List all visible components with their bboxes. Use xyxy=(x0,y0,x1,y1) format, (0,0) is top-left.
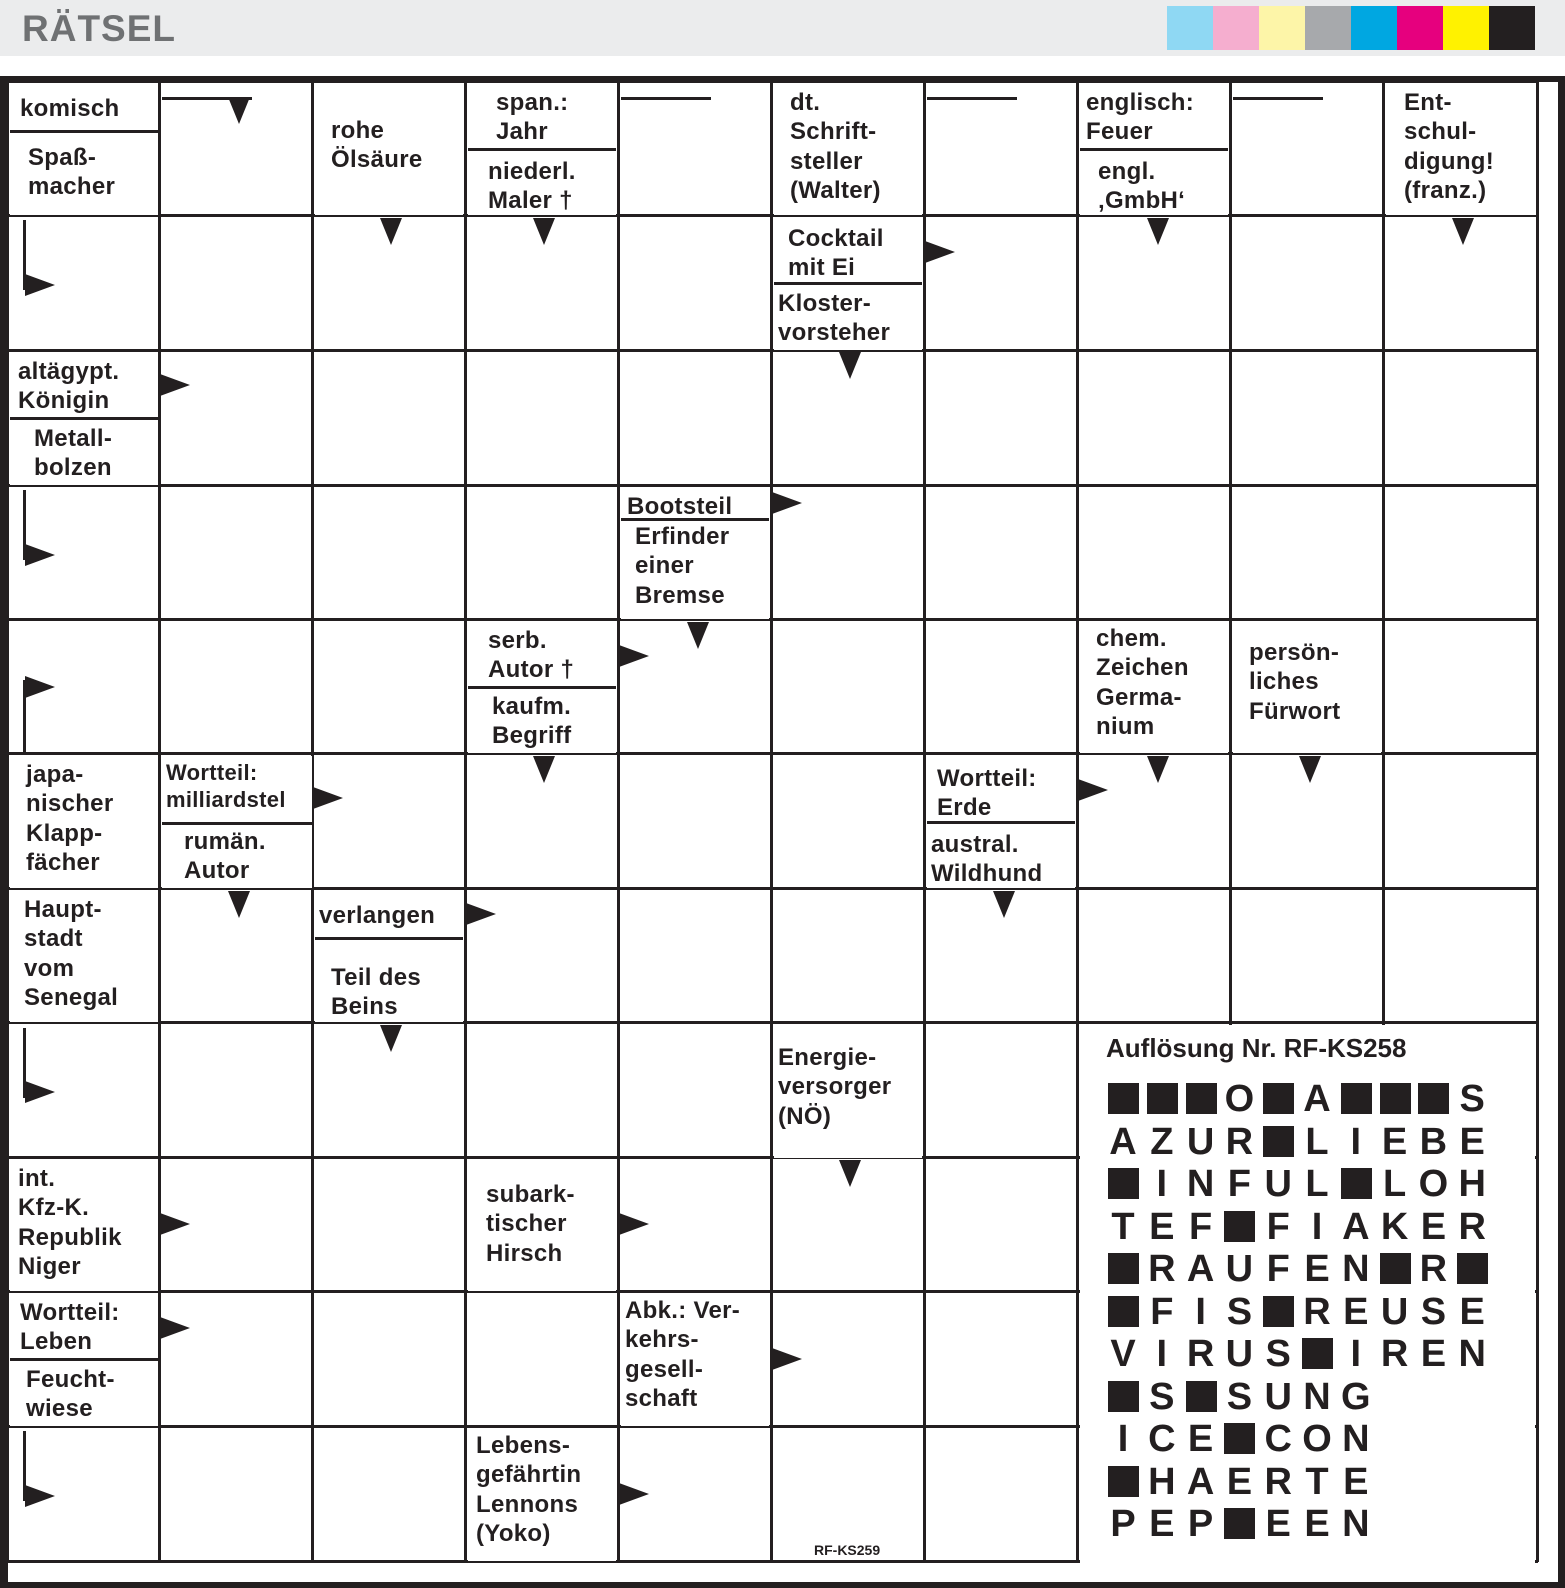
clue-divider xyxy=(1080,148,1228,151)
solution-panel xyxy=(1080,1025,1535,1565)
solution-letter: O xyxy=(1418,1163,1449,1205)
solution-letter: F xyxy=(1150,1290,1174,1333)
solution-letter: S xyxy=(1265,1333,1291,1375)
clue-klostervorsteher: Kloster- vorsteher xyxy=(774,283,922,350)
solution-letter: U xyxy=(1225,1333,1254,1375)
clue-englisch-feuer: englisch: Feuer xyxy=(1080,84,1228,148)
solution-letter: E xyxy=(1265,1503,1291,1545)
color-swatch xyxy=(1397,6,1443,50)
solution-letter: A xyxy=(1303,1078,1331,1120)
clue-rohe-oelsaeure: rohe Ölsäure xyxy=(315,84,463,215)
solution-letter: U xyxy=(1186,1120,1215,1163)
answer-cell[interactable] xyxy=(927,353,1076,484)
clue-subarktischer-hirsch: subark- tischer Hirsch xyxy=(468,1160,616,1291)
arrow-down-icon xyxy=(228,891,250,918)
clue-niederl-maler: niederl. Maler † xyxy=(468,149,616,215)
clue-wortteil-milliardstel: Wortteil: milliardstel xyxy=(162,756,312,822)
solution-letter: S xyxy=(1226,1290,1253,1333)
pointer-stem xyxy=(1233,97,1323,100)
grid-line xyxy=(464,82,467,1562)
answer-cell[interactable] xyxy=(927,218,1076,349)
answer-cell[interactable] xyxy=(1233,891,1382,1021)
solution-letter: C xyxy=(1264,1418,1292,1460)
answer-cell[interactable] xyxy=(927,84,1076,214)
answer-cell[interactable] xyxy=(1233,218,1382,349)
solution-letter: I xyxy=(1350,1120,1362,1163)
arrow-down-icon xyxy=(380,1025,402,1052)
solution-letter: I xyxy=(1195,1290,1206,1333)
arrow-down-icon xyxy=(687,622,709,649)
answer-cell[interactable] xyxy=(1386,622,1536,752)
clue-komisch: komisch xyxy=(10,84,158,130)
answer-cell[interactable] xyxy=(162,1429,311,1560)
solution-letter: L xyxy=(1382,1163,1407,1205)
solution-letter: E xyxy=(1343,1460,1369,1503)
grid-line xyxy=(1536,82,1539,1562)
answer-cell[interactable] xyxy=(927,622,1076,752)
solution-letter: E xyxy=(1381,1120,1408,1163)
solution-black-square xyxy=(1337,1081,1375,1117)
solution-letter: N xyxy=(1342,1503,1370,1545)
arrow-right-icon xyxy=(25,676,55,698)
solution-letter: E xyxy=(1226,1460,1253,1503)
solution-black-square xyxy=(1104,1251,1142,1287)
clue-serb-autor: serb. Autor † xyxy=(468,622,616,685)
answer-cell[interactable] xyxy=(774,622,923,752)
solution-letter: R xyxy=(1303,1290,1331,1333)
arrow-down-icon xyxy=(1452,218,1474,245)
grid-line xyxy=(8,349,1538,352)
answer-cell[interactable] xyxy=(162,622,311,752)
arrow-right-icon xyxy=(619,1213,649,1235)
solution-letter: F xyxy=(1227,1163,1251,1205)
solution-letter: E xyxy=(1149,1205,1175,1248)
answer-cell[interactable] xyxy=(621,218,770,349)
solution-letter: C xyxy=(1148,1418,1176,1460)
arrow-right-icon xyxy=(313,787,343,809)
solution-letter: A xyxy=(1109,1120,1137,1163)
arrow-down-icon xyxy=(1147,756,1169,783)
solution-black-square xyxy=(1104,1166,1142,1202)
grid-line xyxy=(8,80,1538,83)
solution-black-square xyxy=(1453,1251,1491,1287)
solution-black-square xyxy=(1143,1081,1181,1117)
solution-black-square xyxy=(1220,1506,1258,1542)
clue-dt-schriftsteller: dt. Schrift- steller (Walter) xyxy=(774,84,922,215)
arrow-right-icon xyxy=(25,544,55,566)
solution-letter: H xyxy=(1148,1460,1176,1503)
solution-letter: B xyxy=(1419,1120,1448,1163)
clue-wortteil-erde: Wortteil: Erde xyxy=(927,756,1075,821)
arrow-down-icon xyxy=(839,352,861,379)
color-swatch xyxy=(1213,6,1259,50)
solution-letter: T xyxy=(1305,1460,1329,1503)
solution-black-square xyxy=(1182,1379,1220,1415)
answer-cell[interactable] xyxy=(621,84,770,214)
answer-cell[interactable] xyxy=(621,353,770,484)
solution-letter: I xyxy=(1311,1205,1323,1248)
answer-cell[interactable] xyxy=(927,1429,1076,1560)
solution-letter: E xyxy=(1420,1205,1447,1248)
clue-divider xyxy=(10,130,158,133)
arrow-right-icon xyxy=(619,645,649,667)
answer-cell[interactable] xyxy=(1080,353,1229,484)
grid-line xyxy=(8,214,1538,217)
answer-cell[interactable] xyxy=(1233,353,1382,484)
solution-letter: L xyxy=(1305,1163,1329,1205)
arrow-down-icon xyxy=(533,218,555,245)
clue-altaegypt-koenigin: altägypt. Königin xyxy=(10,353,158,416)
answer-cell[interactable] xyxy=(1386,488,1536,618)
arrow-down-icon xyxy=(993,891,1015,918)
answer-cell[interactable] xyxy=(1386,353,1536,484)
clue-energieversorger-noe: Energie- versorger (NÖ) xyxy=(774,1025,922,1158)
solution-letter: F xyxy=(1266,1248,1290,1290)
solution-letter: T xyxy=(1111,1205,1135,1248)
answer-cell[interactable] xyxy=(315,488,464,618)
answer-cell[interactable] xyxy=(1233,84,1382,214)
answer-cell[interactable] xyxy=(315,622,464,752)
solution-letter: E xyxy=(1304,1503,1330,1545)
solution-black-square xyxy=(1376,1081,1414,1117)
answer-cell[interactable] xyxy=(315,353,464,484)
clue-cocktail-mit-ei: Cocktail mit Ei xyxy=(774,218,922,282)
solution-black-square xyxy=(1182,1081,1220,1117)
clue-kfz-niger: int. Kfz-K. Republik Niger xyxy=(10,1160,158,1291)
solution-letter: A xyxy=(1186,1248,1215,1290)
solution-letter: A xyxy=(1342,1205,1370,1248)
solution-letter: I xyxy=(1117,1418,1129,1460)
pointer-stem xyxy=(927,97,1017,100)
answer-cell[interactable] xyxy=(621,891,770,1021)
grid-line xyxy=(617,82,620,1562)
color-swatch xyxy=(1167,6,1213,50)
solution-title: Auflösung Nr. RF-KS258 xyxy=(1106,1033,1407,1063)
solution-letter: U xyxy=(1264,1375,1292,1418)
grid-line xyxy=(1076,82,1079,1562)
answer-cell[interactable] xyxy=(774,756,923,887)
answer-cell[interactable] xyxy=(468,1294,617,1425)
solution-black-square xyxy=(1104,1081,1142,1117)
solution-letter: E xyxy=(1459,1290,1485,1333)
solution-letter: F xyxy=(1188,1205,1213,1248)
clue-divider xyxy=(315,937,463,940)
clue-chem-zeichen-germanium: chem. Zeichen Germa- nium xyxy=(1080,622,1228,753)
page-title: RÄTSEL xyxy=(22,8,176,49)
solution-letter: O xyxy=(1224,1078,1255,1120)
grid-line xyxy=(770,82,773,1562)
grid-line xyxy=(8,1021,1538,1024)
answer-cell[interactable] xyxy=(468,353,617,484)
puzzle-code: RF-KS259 xyxy=(814,1542,881,1558)
solution-letter: U xyxy=(1380,1290,1409,1333)
clue-engl-gmbh: engl. ‚GmbH‘ xyxy=(1080,149,1228,215)
solution-letter: R xyxy=(1419,1248,1448,1290)
answer-cell[interactable] xyxy=(927,1160,1076,1290)
solution-black-square xyxy=(1220,1209,1258,1245)
arrow-right-icon xyxy=(25,1485,55,1507)
color-swatch xyxy=(1489,6,1535,50)
color-swatch xyxy=(1305,6,1351,50)
answer-cell[interactable] xyxy=(927,1294,1076,1425)
clue-rumaen-autor: rumän. Autor xyxy=(162,823,312,888)
grid-line xyxy=(8,484,1538,487)
answer-cell[interactable] xyxy=(1080,488,1229,618)
answer-cell[interactable] xyxy=(774,1429,923,1560)
answer-cell[interactable] xyxy=(1233,488,1382,618)
pointer-stem xyxy=(621,97,711,100)
solution-letter: L xyxy=(1305,1120,1329,1163)
color-swatch xyxy=(1443,6,1489,50)
clue-divider xyxy=(927,821,1075,824)
solution-letter: E xyxy=(1420,1333,1447,1375)
color-swatch xyxy=(1351,6,1397,50)
solution-letter: S xyxy=(1420,1290,1447,1333)
solution-letter: U xyxy=(1225,1248,1254,1290)
solution-letter: R xyxy=(1148,1248,1176,1290)
answer-cell[interactable] xyxy=(621,1025,770,1156)
solution-letter: P xyxy=(1110,1503,1136,1545)
arrow-right-icon xyxy=(925,241,955,263)
arrow-right-icon xyxy=(160,374,190,396)
arrow-right-icon xyxy=(1078,779,1108,801)
clue-wortteil-leben: Wortteil: Leben xyxy=(10,1294,158,1357)
clue-hauptstadt-senegal: Haupt- stadt vom Senegal xyxy=(10,891,158,1022)
solution-letter: N xyxy=(1458,1333,1486,1375)
answer-cell[interactable] xyxy=(1080,891,1229,1021)
clue-teil-des-beins: Teil des Beins xyxy=(315,939,463,1022)
solution-letter: R xyxy=(1186,1333,1215,1375)
grid-line xyxy=(923,82,926,1562)
clue-persoenliches-fuerwort: persön- liches Fürwort xyxy=(1233,622,1381,753)
solution-letter: E xyxy=(1459,1120,1485,1163)
solution-letter: E xyxy=(1304,1248,1330,1290)
grid-line xyxy=(6,82,9,1562)
answer-cell[interactable] xyxy=(927,488,1076,618)
arrow-right-icon xyxy=(25,274,55,296)
answer-cell[interactable] xyxy=(162,218,311,349)
arrow-right-icon xyxy=(160,1213,190,1235)
clue-metallbolzen: Metall- bolzen xyxy=(10,418,158,485)
solution-black-square xyxy=(1298,1336,1336,1372)
solution-black-square xyxy=(1414,1081,1452,1117)
clue-kaufm-begriff: kaufm. Begriff xyxy=(468,688,616,753)
solution-letter: N xyxy=(1186,1163,1215,1205)
solution-black-square xyxy=(1104,1379,1142,1415)
solution-letter: F xyxy=(1266,1205,1290,1248)
arrow-right-icon xyxy=(160,1317,190,1339)
solution-letter: R xyxy=(1225,1120,1254,1163)
arrow-right-icon xyxy=(466,903,496,925)
solution-letter: N xyxy=(1303,1375,1331,1418)
clue-lennon-gefaehrtin: Lebens- gefährtin Lennons (Yoko) xyxy=(468,1429,616,1561)
answer-cell[interactable] xyxy=(621,756,770,887)
arrow-down-icon xyxy=(839,1160,861,1187)
solution-black-square xyxy=(1259,1294,1297,1330)
arrow-right-icon xyxy=(25,1081,55,1103)
clue-spassmacher: Spaß- macher xyxy=(10,131,158,215)
solution-letter: N xyxy=(1342,1418,1370,1460)
solution-letter: K xyxy=(1380,1205,1409,1248)
clue-japanischer-klappfaecher: japa- nischer Klapp- fächer xyxy=(10,756,158,888)
arrow-down-icon xyxy=(533,756,555,783)
answer-cell[interactable] xyxy=(315,756,464,887)
clue-divider xyxy=(468,148,616,151)
clue-divider xyxy=(621,518,769,521)
answer-cell[interactable] xyxy=(315,1294,464,1425)
solution-letter: I xyxy=(1350,1333,1362,1375)
answer-cell[interactable] xyxy=(162,1025,311,1156)
solution-letter: S xyxy=(1149,1375,1175,1418)
solution-letter: H xyxy=(1458,1163,1486,1205)
answer-cell[interactable] xyxy=(774,891,923,1021)
arrow-down-icon xyxy=(380,218,402,245)
solution-letter: U xyxy=(1264,1163,1292,1205)
answer-cell[interactable] xyxy=(162,1294,311,1425)
grid-line xyxy=(8,618,1538,621)
solution-letter: Z xyxy=(1150,1120,1174,1163)
clue-divider xyxy=(10,1358,158,1361)
grid-line xyxy=(158,82,161,1562)
answer-cell[interactable] xyxy=(1386,756,1536,887)
solution-black-square xyxy=(1376,1251,1414,1287)
solution-letter: S xyxy=(1459,1078,1485,1120)
solution-black-square xyxy=(1104,1464,1142,1500)
clue-divider xyxy=(468,686,616,689)
solution-letter: E xyxy=(1187,1418,1214,1460)
clue-verkehrsgesellschaft: Abk.: Ver- kehrs- gesell- schaft xyxy=(621,1294,769,1426)
clue-span-jahr: span.: Jahr xyxy=(468,84,616,148)
solution-black-square xyxy=(1259,1124,1297,1160)
answer-cell[interactable] xyxy=(468,1025,617,1156)
solution-letter: R xyxy=(1264,1460,1292,1503)
clue-austral-wildhund: austral. Wildhund xyxy=(927,822,1075,888)
solution-letter: A xyxy=(1186,1460,1215,1503)
clue-divider xyxy=(10,417,158,420)
answer-cell[interactable] xyxy=(162,353,311,484)
clue-divider xyxy=(162,822,312,825)
clue-divider xyxy=(774,282,922,285)
solution-letter: O xyxy=(1302,1418,1332,1460)
solution-letter: E xyxy=(1149,1503,1175,1545)
answer-cell[interactable] xyxy=(315,1429,464,1560)
solution-letter: R xyxy=(1380,1333,1409,1375)
solution-letter: I xyxy=(1156,1333,1168,1375)
solution-letter: E xyxy=(1343,1290,1369,1333)
solution-black-square xyxy=(1337,1166,1375,1202)
solution-letter: N xyxy=(1342,1248,1370,1290)
solution-letter: S xyxy=(1226,1375,1253,1418)
arrow-right-icon xyxy=(772,1348,802,1370)
solution-letter: G xyxy=(1341,1375,1371,1418)
solution-black-square xyxy=(1259,1081,1297,1117)
header-bar xyxy=(0,0,1565,56)
clue-erfinder-einer-bremse: Erfinder einer Bremse xyxy=(621,520,769,619)
clue-verlangen: verlangen xyxy=(315,891,463,937)
crossword-grid xyxy=(8,82,1558,1582)
answer-cell[interactable] xyxy=(162,488,311,618)
solution-letter: V xyxy=(1110,1333,1136,1375)
arrow-down-icon xyxy=(228,97,250,124)
clue-entschuldigung-franz: Ent- schul- digung! (franz.) xyxy=(1386,84,1536,215)
answer-cell[interactable] xyxy=(1386,891,1536,1021)
arrow-down-icon xyxy=(1147,218,1169,245)
color-swatch xyxy=(1259,6,1305,50)
solution-black-square xyxy=(1104,1294,1142,1330)
arrow-right-icon xyxy=(772,492,802,514)
arrow-right-icon xyxy=(619,1483,649,1505)
clue-bootsteil: Bootsteil xyxy=(621,488,769,518)
answer-cell[interactable] xyxy=(927,1025,1076,1156)
answer-cell[interactable] xyxy=(315,1160,464,1290)
arrow-down-icon xyxy=(1299,756,1321,783)
solution-letter: R xyxy=(1458,1205,1486,1248)
solution-letter: I xyxy=(1156,1163,1168,1205)
clue-feuchtwiese: Feucht- wiese xyxy=(10,1359,158,1426)
solution-black-square xyxy=(1220,1421,1258,1457)
solution-letter: P xyxy=(1187,1503,1214,1545)
answer-cell[interactable] xyxy=(468,488,617,618)
